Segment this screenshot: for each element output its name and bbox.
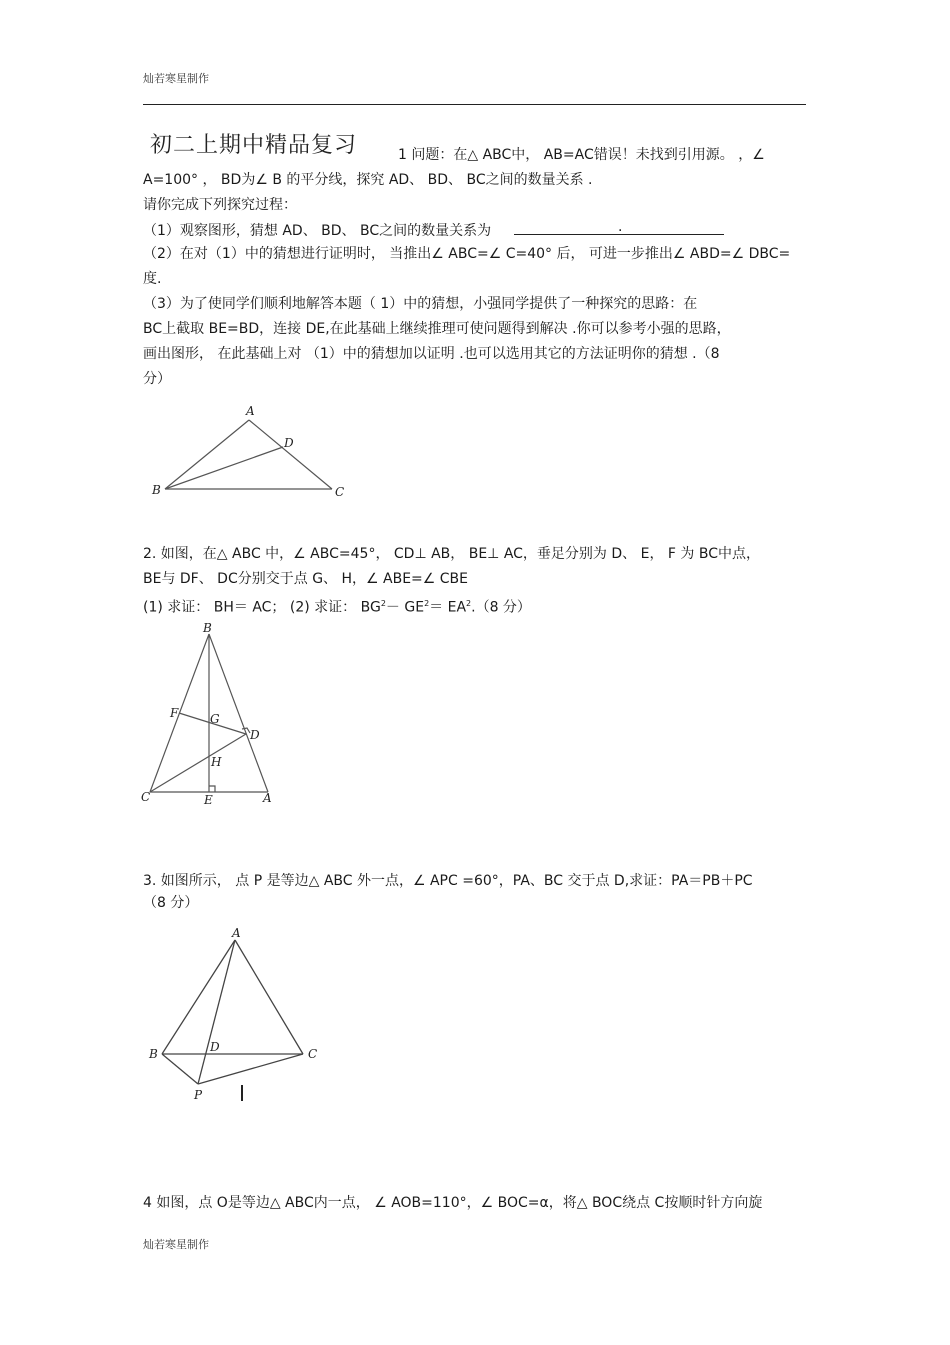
p2-sup-3: 2 (466, 599, 472, 608)
p3-label-a: A (232, 926, 241, 940)
p1-label-d: D (284, 436, 294, 450)
p2-line3-c: ＝ EA (429, 599, 467, 616)
p1-label-c: C (335, 485, 345, 499)
p3-label-p: P (194, 1088, 203, 1102)
problem2-line2: BE与 DF、 DC分别交于点 G、 H，∠ ABE=∠ CBE (143, 571, 469, 587)
problem1-line6: 度. (143, 271, 162, 287)
answer-blank (514, 220, 724, 235)
problem2-line3 (143, 595, 531, 617)
problem1-figure (145, 400, 355, 505)
problem3-figure (140, 920, 330, 1110)
problem1-line1: 1 问题：在△ ABC中， AB=AC错误！未找到引用源。 ，∠ (398, 147, 765, 163)
p2-sup-1: 2 (380, 599, 386, 608)
problem4-line1: 4 如图，点 O是等边△ ABC内一点， ∠ AOB=110°，∠ BOC=α，将△ BOC绕点 C按顺时针方向旋 (143, 1195, 763, 1211)
problem1-line5: （2）在对（1）中的猜想进行证明时， 当推出∠ ABC=∠ C=40° 后， 可进一步推出∠ ABD=∠ DBC= (143, 246, 791, 262)
problem1-line10: 分） (143, 371, 171, 387)
p2-line3-d: .（8 分） (471, 599, 531, 616)
p2-sup-2: 2 (424, 599, 430, 608)
p2-label-b: B (203, 621, 212, 635)
p2-label-g: G (210, 712, 220, 726)
p1-label-b: B (152, 483, 161, 497)
p2-label-f: F (170, 706, 179, 720)
problem1-line8: BC上截取 BE=BD，连接 DE,在此基础上继续推理可使问题得到解决 .你可以参考小强的思路， (143, 321, 731, 337)
problem1-line9: 画出图形， 在此基础上对 （1）中的猜想加以证明 .也可以选用其它的方法证明你的猜想 .（8 (143, 346, 720, 362)
answer-blank-dot: . (618, 219, 623, 235)
p2-label-h: H (211, 755, 222, 769)
p2-label-d: D (250, 728, 260, 742)
p3-label-d: D (210, 1040, 220, 1054)
p3-label-b: B (149, 1047, 158, 1061)
problem1-line7: （3）为了使同学们顺利地解答本题（ 1）中的猜想，小强同学提供了一种探究的思路：在 (143, 296, 698, 312)
p2-label-e: E (204, 793, 213, 807)
problem1-line2: A=100° ， BD为∠ B 的平分线，探究 AD、 BD、 BC之间的数量关系 . (143, 172, 593, 188)
problem1-line3: 请你完成下列探究过程： (143, 197, 297, 213)
p1-label-a: A (246, 404, 255, 418)
page-header: 灿若寒星制作 (143, 72, 209, 85)
problem3-line1: 3. 如图所示， 点 P 是等边△ ABC 外一点，∠ APC =60°，PA、BC 交于点 D,求证：PA＝PB＋PC (143, 873, 753, 889)
page-footer: 灿若寒星制作 (143, 1238, 209, 1251)
problem1-line4 (143, 220, 724, 240)
problem1-line4-text: （1）观察图形，猜想 AD、 BD、 BC之间的数量关系为 (143, 223, 492, 239)
problem2-figure (140, 620, 285, 810)
problem3-line2: （8 分） (143, 895, 199, 911)
page-title: 初二上期中精品复习 (150, 133, 358, 158)
p3-label-c: C (308, 1047, 318, 1061)
header-rule (143, 104, 806, 105)
problem2-line1: 2. 如图，在△ ABC 中，∠ ABC=45°， CD⊥ AB， BE⊥ AC，垂足分别为 D、 E， F 为 BC中点， (143, 546, 760, 562)
p2-line3-b: － GE (385, 599, 425, 616)
p2-label-c: C (141, 790, 151, 804)
p2-label-a: A (263, 791, 272, 805)
p2-line3-a: (1) 求证： BH＝ AC； (2) 求证： BG (143, 599, 381, 616)
